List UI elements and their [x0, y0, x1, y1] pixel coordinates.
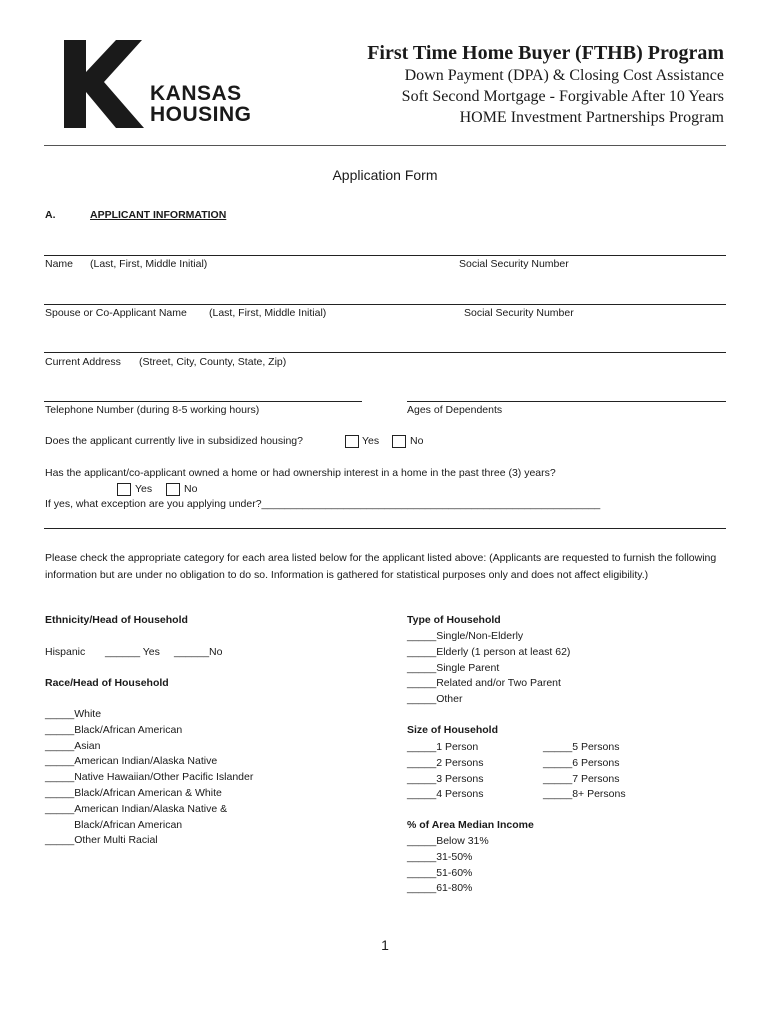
program-subtitle-2: Soft Second Mortgage - Forgivable After 10 Years: [401, 88, 724, 105]
phone-line[interactable]: [44, 401, 362, 402]
race-option[interactable]: _____White: [45, 708, 102, 720]
household-size-option[interactable]: _____8+ Persons: [543, 788, 626, 801]
ami-option[interactable]: _____31-50%: [407, 850, 473, 863]
race-option[interactable]: _____Black/African American & White: [45, 786, 222, 799]
name-label: Name: [45, 258, 74, 270]
household-type-option[interactable]: _____Elderly (1 person at least 62): [407, 645, 571, 658]
ami-option[interactable]: _____61-80%: [407, 882, 473, 895]
kansas-housing-logo: [64, 40, 264, 130]
hispanic-label: Hispanic: [45, 646, 86, 658]
race-option[interactable]: _____Other Multi Racial: [45, 834, 158, 847]
logo-text-housing: HOUSING: [150, 103, 252, 126]
household-size-option[interactable]: _____4 Persons: [407, 788, 484, 801]
subsidized-no-label: No: [410, 435, 424, 447]
household-type-list: [407, 629, 570, 708]
race-option[interactable]: _____Black/African American: [45, 723, 183, 736]
exception-field[interactable]: If yes, what exception are you applying under?__________________________________________________________: [45, 498, 601, 510]
race-option[interactable]: _____American Indian/Alaska Native &: [45, 802, 228, 815]
household-size-left-list: [407, 740, 483, 803]
hispanic-no-field[interactable]: ______No: [174, 646, 223, 658]
page-number: 1: [381, 937, 389, 953]
spouse-line[interactable]: [44, 304, 726, 305]
subsidized-question: Does the applicant currently live in subsidized housing?: [45, 435, 303, 447]
section-title: APPLICANT INFORMATION: [90, 209, 227, 221]
race-option-continued: Black/African American: [45, 818, 183, 831]
k-mark-icon: [64, 40, 144, 128]
spouse-ssn-label: Social Security Number: [464, 307, 574, 319]
household-size-option[interactable]: _____7 Persons: [543, 772, 620, 785]
ami-list: [407, 834, 489, 897]
owned-yes-checkbox[interactable]: [117, 483, 131, 496]
household-size-option[interactable]: _____2 Persons: [407, 756, 484, 769]
instructions-text: Please check the appropriate category for each area listed below for the applicant listed above: (Applicants are requested to furnish the following information but are under no obligation to do so. Information is gathered for statistical purposes only and does not affect eligibility.): [45, 552, 717, 581]
race-option[interactable]: _____American Indian/Alaska Native: [45, 755, 218, 768]
household-type-title: Type of Household: [407, 614, 501, 626]
subsidized-yes-checkbox[interactable]: [345, 435, 359, 448]
household-type-option[interactable]: _____Related and/or Two Parent: [407, 677, 561, 690]
header-divider: [44, 145, 726, 146]
name-hint: (Last, First, Middle Initial): [90, 258, 208, 270]
ami-title: % of Area Median Income: [407, 819, 534, 831]
household-size-option[interactable]: _____1 Person: [407, 741, 479, 753]
household-type-option[interactable]: _____Single/Non-Elderly: [407, 630, 524, 642]
form-title: Application Form: [332, 167, 438, 183]
program-title: First Time Home Buyer (FTHB) Program: [367, 42, 724, 64]
owned-yes-label: Yes: [135, 483, 153, 495]
spouse-hint: (Last, First, Middle Initial): [209, 307, 327, 319]
ages-line[interactable]: [407, 401, 726, 402]
spouse-label: Spouse or Co-Applicant Name: [45, 307, 187, 319]
hispanic-yes-field[interactable]: ______ Yes: [105, 646, 160, 658]
subsidized-no-checkbox[interactable]: [392, 435, 406, 448]
address-hint: (Street, City, County, State, Zip): [139, 356, 287, 368]
program-subtitle-3: HOME Investment Partnerships Program: [459, 109, 724, 126]
address-line[interactable]: [44, 352, 726, 353]
subsidized-yes-label: Yes: [362, 435, 380, 447]
program-subtitle-1: Down Payment (DPA) & Closing Cost Assistance: [404, 67, 724, 84]
logo-text-kansas: KANSAS: [150, 82, 242, 105]
household-type-option[interactable]: _____Other: [407, 693, 463, 706]
ssn-label: Social Security Number: [459, 258, 569, 270]
household-type-option[interactable]: _____Single Parent: [407, 661, 500, 674]
race-title: Race/Head of Household: [45, 677, 169, 689]
household-size-option[interactable]: _____6 Persons: [543, 756, 620, 769]
owned-no-label: No: [184, 483, 198, 495]
household-size-title: Size of Household: [407, 724, 499, 736]
section-letter: A.: [45, 209, 56, 221]
race-option[interactable]: _____Native Hawaiian/Other Pacific Islander: [45, 771, 254, 784]
race-option[interactable]: _____Asian: [45, 739, 101, 752]
household-size-option[interactable]: _____3 Persons: [407, 772, 484, 785]
ami-option[interactable]: _____Below 31%: [407, 835, 489, 847]
address-label: Current Address: [45, 356, 121, 368]
household-size-right-list: [543, 740, 626, 803]
race-list: [45, 707, 253, 849]
household-size-option[interactable]: _____5 Persons: [543, 741, 620, 753]
section-divider: [44, 528, 726, 529]
ami-option[interactable]: _____51-60%: [407, 866, 473, 879]
ages-label: Ages of Dependents: [407, 404, 503, 416]
owned-no-checkbox[interactable]: [166, 483, 180, 496]
owned-question: Has the applicant/co-applicant owned a home or had ownership interest in a home in the past three (3) years?: [45, 467, 556, 479]
phone-label: Telephone Number (during 8-5 working hours): [45, 404, 260, 416]
ethnicity-title: Ethnicity/Head of Household: [45, 614, 188, 626]
name-line[interactable]: [44, 255, 726, 256]
